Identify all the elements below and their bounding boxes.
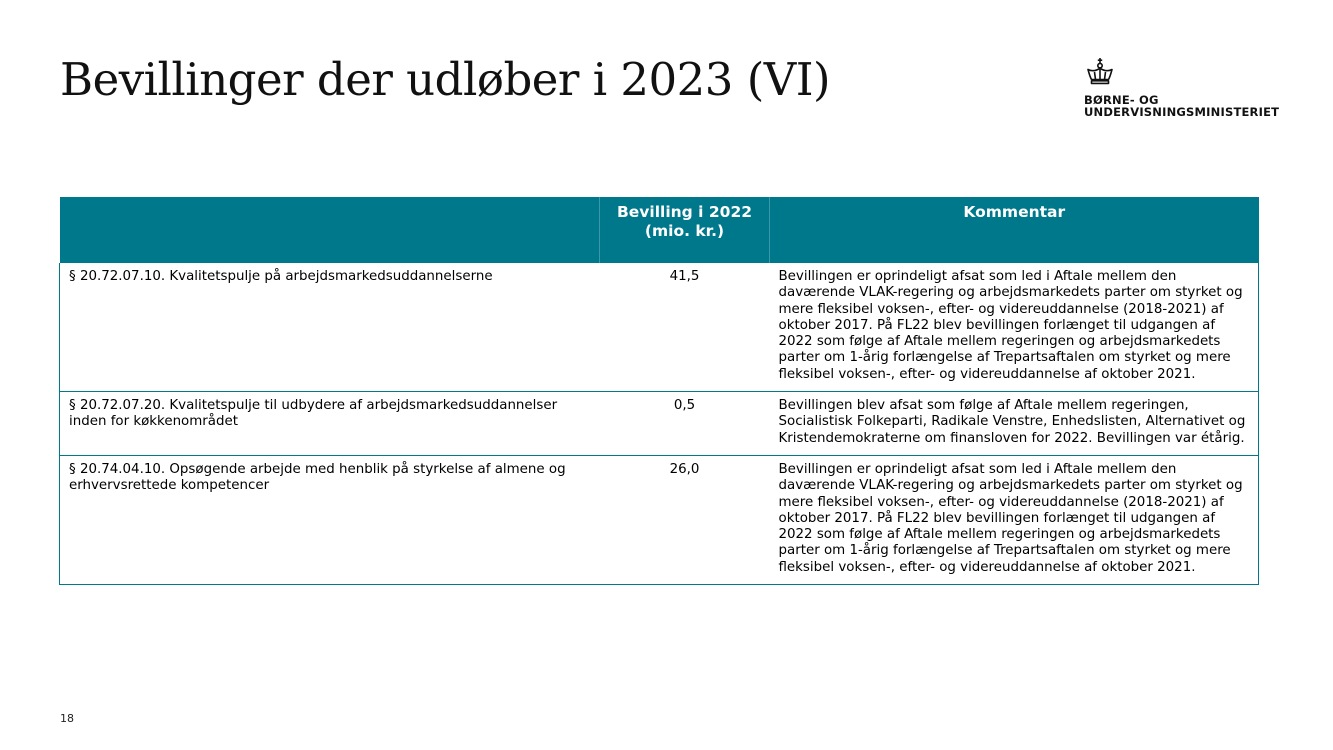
header-comment: Kommentar [770,197,1259,263]
ministry-name-line2: UNDERVISNINGSMINISTERIET [1084,105,1280,119]
cell-comment: Bevillingen er oprindeligt afsat som led i Aftale mellem den daværende VLAK-regering og arbejdsmarkedets parter om styrket og mere fleksibel voksen-, efter- og videreuddannelse (2018-2021) af oktober 2017. På FL22 blev bevillingen forlænget til udgangen af 2022 som følge af Aftale mellem regeringen og arbejdsmarkedets parter om 1-årig forlængelse af Trepartsaftalen om styrket og mere fleksibel voksen-, efter- og videreuddannelse af oktober 2021. [770,263,1259,392]
ministry-name-line1: BØRNE- OG [1084,93,1159,107]
header-amount: Bevilling i 2022 (mio. kr.) [600,197,770,263]
table-header-row [60,197,1259,263]
cell-comment: Bevillingen blev afsat som følge af Aftale mellem regeringen, Socialistisk Folkeparti, Radikale Venstre, Enhedslisten, Alternativet og Kristendemokraterne om finansloven for 2022. Bevillingen var étårig. [770,392,1259,456]
cell-item: § 20.74.04.10. Opsøgende arbejde med henblik på styrkelse af almene og erhvervsrettede kompetencer [60,455,600,584]
page-number: 18 [60,712,74,725]
cell-amount: 26,0 [600,455,770,584]
table-row [60,263,1259,392]
slide-title: Bevillinger der udløber i 2023 (VI) [60,53,831,106]
table-row [60,455,1259,584]
cell-item: § 20.72.07.20. Kvalitetspulje til udbydere af arbejdsmarkedsuddannelser inden for køkkenområdet [60,392,600,456]
cell-amount: 41,5 [600,263,770,392]
crown-icon [1085,56,1115,86]
cell-item: § 20.72.07.10. Kvalitetspulje på arbejdsmarkedsuddannelserne [60,263,600,392]
ministry-logo [1084,56,1284,118]
header-item [60,197,600,263]
cell-comment: Bevillingen er oprindeligt afsat som led i Aftale mellem den daværende VLAK-regering og arbejdsmarkedets parter om styrket og mere fleksibel voksen-, efter- og videreuddannelse (2018-2021) af oktober 2017. På FL22 blev bevillingen forlænget til udgangen af 2022 som følge af Aftale mellem regeringen og arbejdsmarkedets parter om 1-årig forlængelse af Trepartsaftalen om styrket og mere fleksibel voksen-, efter- og videreuddannelse af oktober 2021. [770,455,1259,584]
cell-amount: 0,5 [600,392,770,456]
table-row [60,392,1259,456]
appropriations-table [59,197,1259,585]
